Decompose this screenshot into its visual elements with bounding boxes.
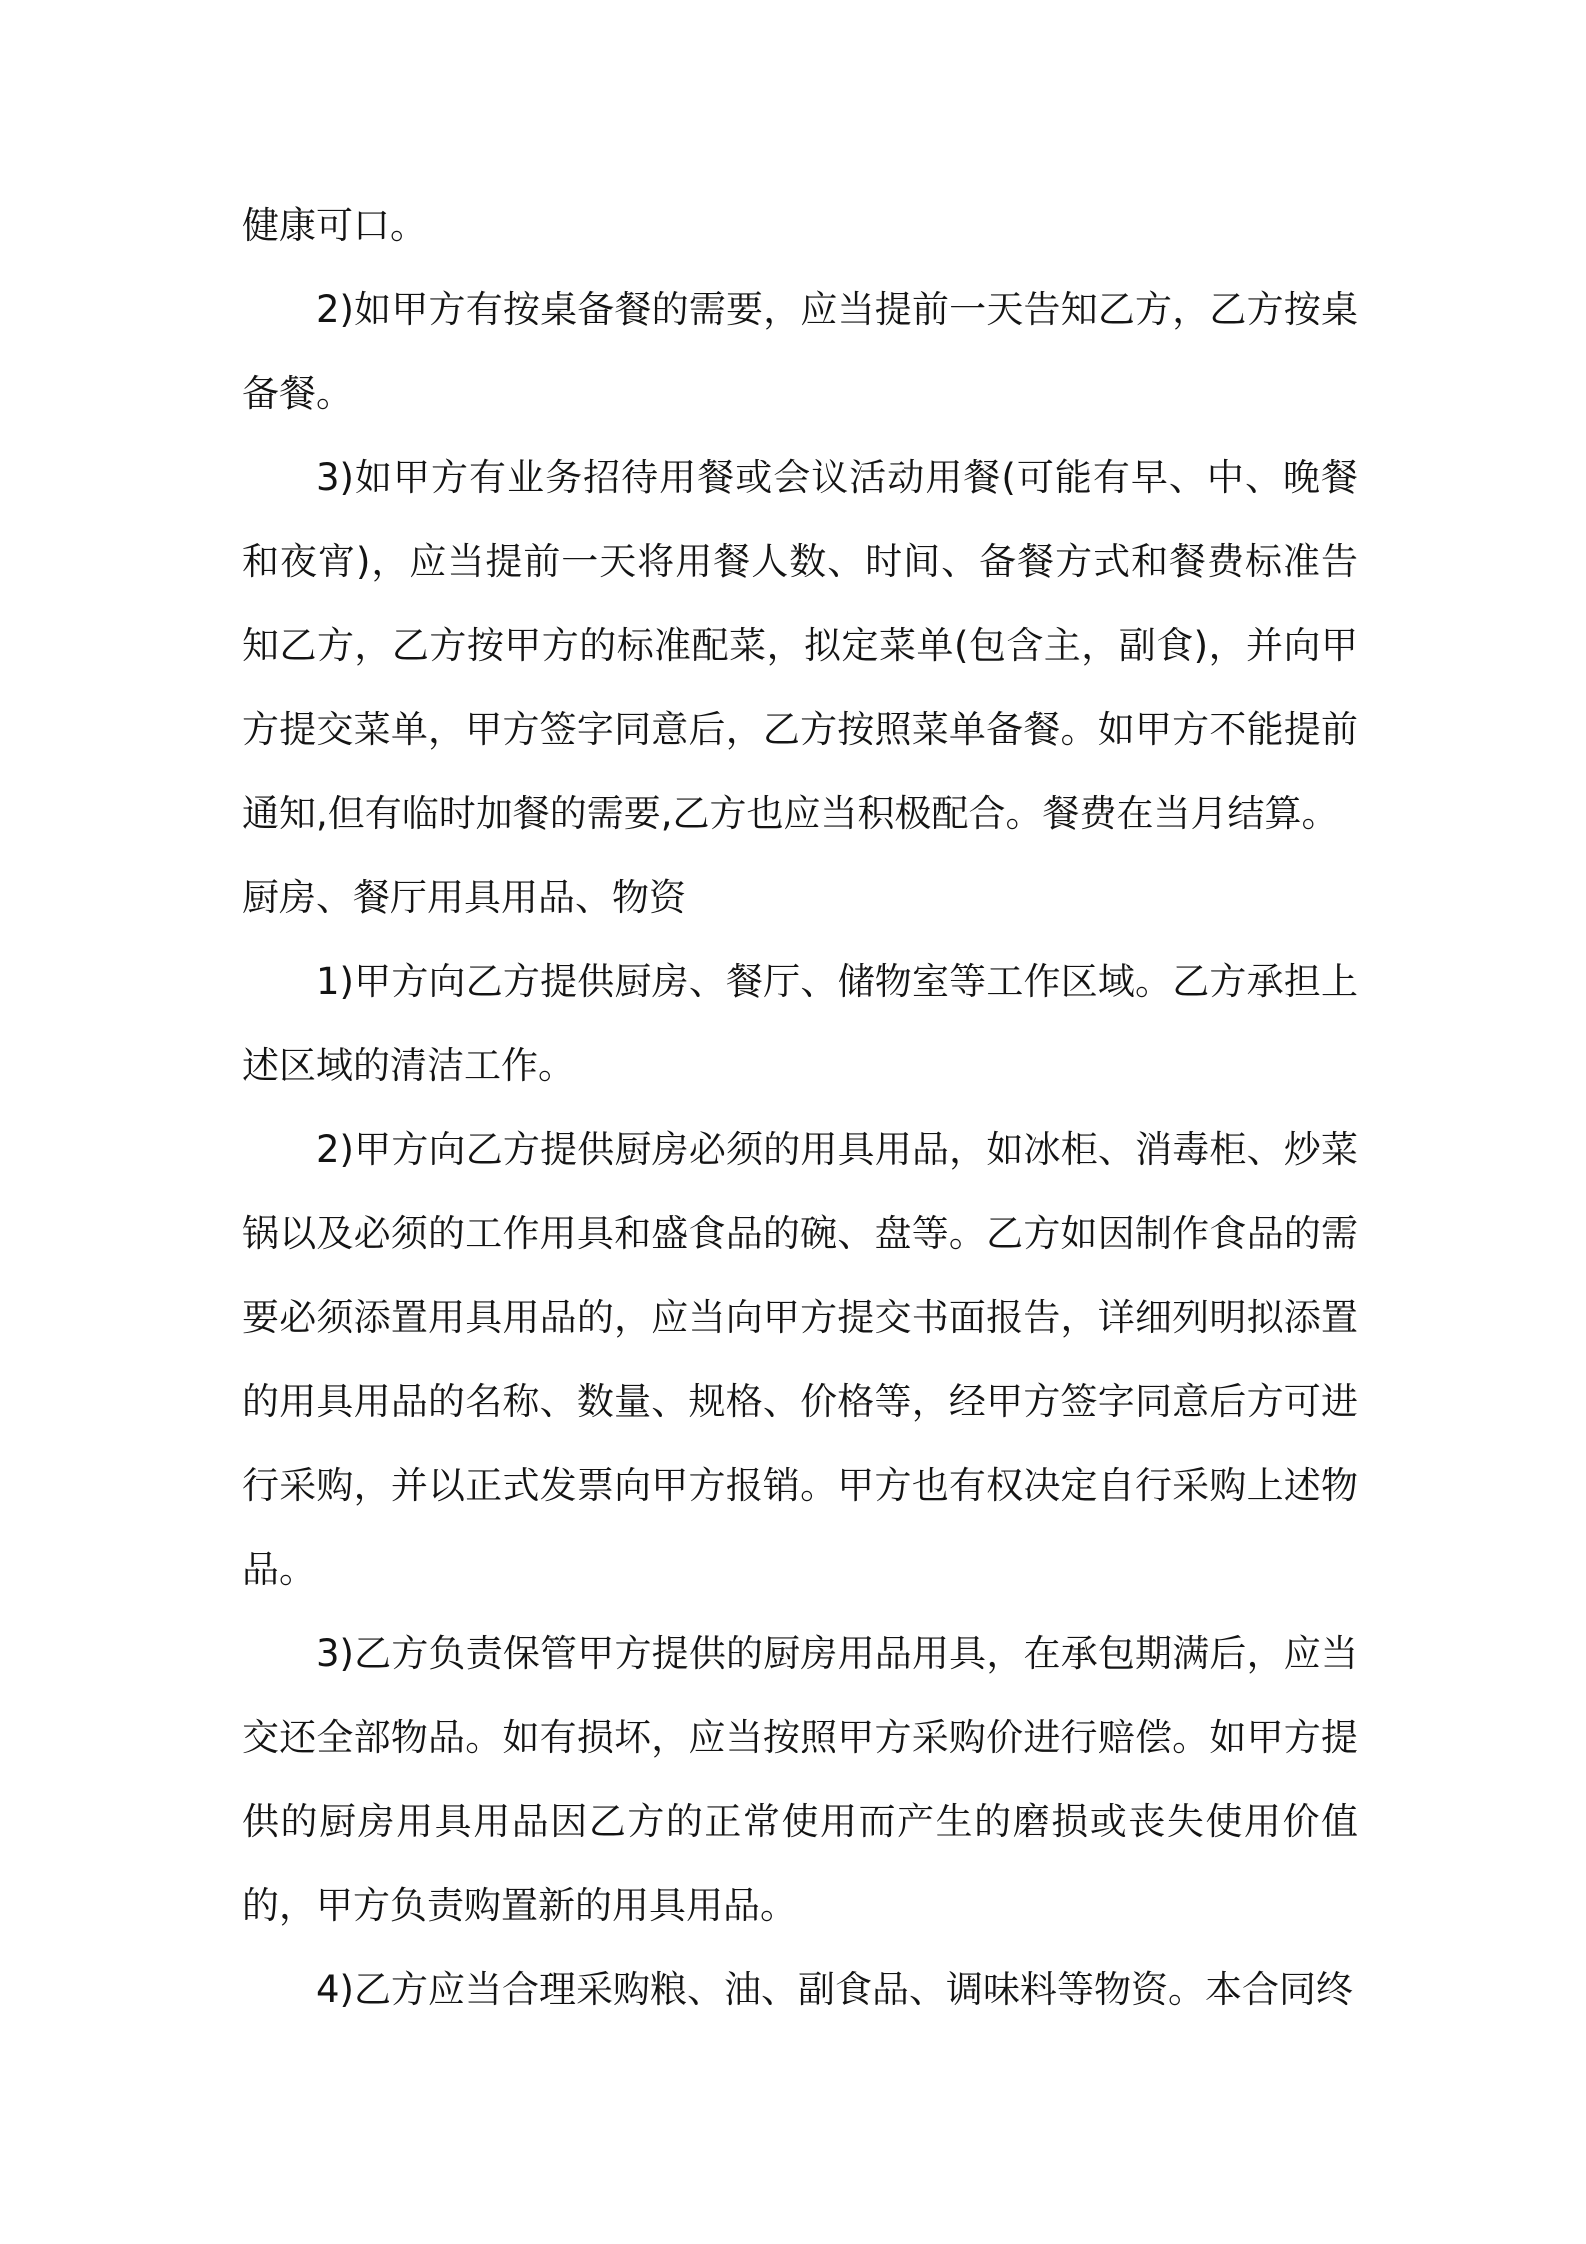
paragraph-business-meal: 3)如甲方有业务招待用餐或会议活动用餐(可能有早、中、晚餐和夜宵)，应当提前一天将用餐人数、时间、备餐方式和餐费标准告知乙方，乙方按甲方的标准配菜，拟定菜单(包含主，副食)，并向甲方提交菜单，甲方签字同意后，乙方按照菜单备餐。如甲方不能提前通知,但有临时加餐的需要,乙方也应当积极配合。餐费在当月结算。	[242, 456, 1358, 835]
paragraph-health: 健康可口。	[242, 204, 427, 247]
paragraph-table-meal: 2)如甲方有按桌备餐的需要，应当提前一天告知乙方，乙方按桌备餐。	[242, 288, 1358, 415]
paragraph-custody: 3)乙方负责保管甲方提供的厨房用品用具，在承包期满后，应当交还全部物品。如有损坏，应当按照甲方采购价进行赔偿。如甲方提供的厨房用具用品因乙方的正常使用而产生的磨损或丧失使用价值的，甲方负责购置新的用具用品。	[242, 1632, 1358, 1927]
paragraph-kitchen-utensils: 2)甲方向乙方提供厨房必须的用具用品，如冰柜、消毒柜、炒菜锅以及必须的工作用具和盛食品的碗、盘等。乙方如因制作食品的需要必须添置用具用品的，应当向甲方提交书面报告，详细列明拟添置的用具用品的名称、数量、规格、价格等，经甲方签字同意后方可进行采购，并以正式发票向甲方报销。甲方也有权决定自行采购上述物品。	[242, 1128, 1358, 1591]
document-body	[242, 184, 1358, 2032]
paragraph-work-area: 1)甲方向乙方提供厨房、餐厅、储物室等工作区域。乙方承担上述区域的清洁工作。	[242, 960, 1358, 1087]
paragraph-procurement: 4)乙方应当合理采购粮、油、副食品、调味料等物资。本合同终	[316, 1968, 1353, 2011]
section-heading-kitchen-supplies: 厨房、餐厅用具用品、物资	[242, 876, 686, 919]
